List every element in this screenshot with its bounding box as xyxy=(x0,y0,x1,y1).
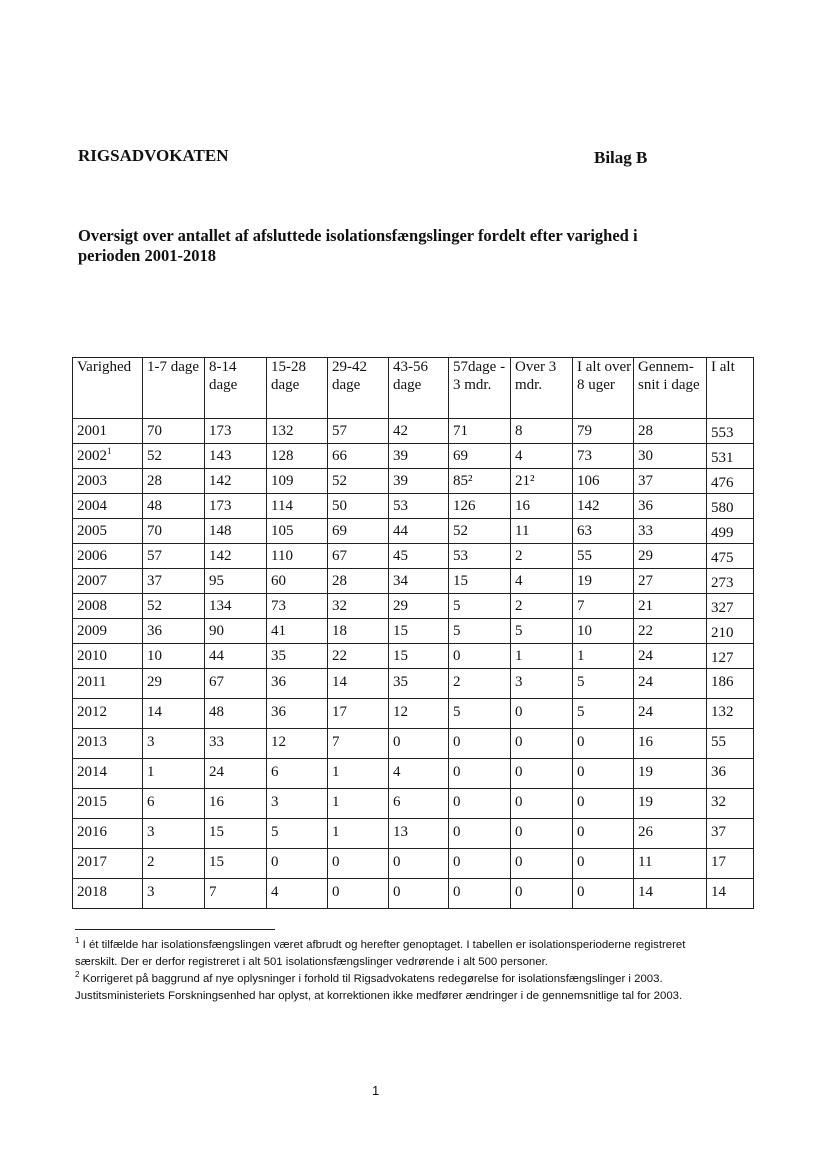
value-cell: 173 xyxy=(205,419,267,444)
value-cell: 29 xyxy=(389,594,449,619)
value-cell: 60 xyxy=(267,569,328,594)
value-cell: 10 xyxy=(143,644,205,669)
value-cell: 1 xyxy=(328,759,389,789)
value-cell: 0 xyxy=(573,759,634,789)
value-cell: 37 xyxy=(634,469,707,494)
value-cell: 28 xyxy=(328,569,389,594)
value-cell: 499 xyxy=(707,519,754,544)
year-label: 2016 xyxy=(77,824,107,840)
value-cell: 14 xyxy=(707,879,754,909)
value-cell: 0 xyxy=(573,729,634,759)
value-cell: 0 xyxy=(511,819,573,849)
value-cell: 55 xyxy=(707,729,754,759)
value-cell: 36 xyxy=(267,669,328,699)
value-cell: 8 xyxy=(511,419,573,444)
value-cell: 0 xyxy=(573,789,634,819)
year-cell xyxy=(73,594,143,619)
value-cell: 41 xyxy=(267,619,328,644)
year-cell xyxy=(73,519,143,544)
value-cell: 35 xyxy=(267,644,328,669)
value-cell: 48 xyxy=(143,494,205,519)
value-cell: 553 xyxy=(707,419,754,444)
page-number: 1 xyxy=(372,1083,380,1098)
column-header: I alt xyxy=(707,358,754,419)
value-cell: 24 xyxy=(634,644,707,669)
table-row xyxy=(73,759,754,789)
footnote-text: Korrigeret på baggrund af nye oplysninger i forhold til Rigsadvokatens redegørelse for isolationsfængslinger i 2003. Justitsministeriets Forskningsenhed har oplyst, at korrektionen ikke medfører ændringer i de gennemsnitlige tal for 2003. xyxy=(75,973,683,1002)
value-cell: 67 xyxy=(328,544,389,569)
value-cell: 79 xyxy=(573,419,634,444)
value-cell: 17 xyxy=(328,699,389,729)
year-label: 2017 xyxy=(77,854,107,870)
value-cell: 5 xyxy=(573,699,634,729)
value-cell: 5 xyxy=(449,594,511,619)
year-cell xyxy=(73,494,143,519)
value-cell: 134 xyxy=(205,594,267,619)
value-cell: 142 xyxy=(205,544,267,569)
value-cell: 0 xyxy=(267,849,328,879)
column-header: 29-42 dage xyxy=(328,358,389,419)
footnote-ref: 1 xyxy=(107,446,112,456)
value-cell: 67 xyxy=(205,669,267,699)
table-row xyxy=(73,569,754,594)
value-cell: 24 xyxy=(634,669,707,699)
year-cell xyxy=(73,569,143,594)
value-cell: 10 xyxy=(573,619,634,644)
value-cell: 476 xyxy=(707,469,754,494)
table-header-row xyxy=(73,358,754,419)
value-cell: 15 xyxy=(205,849,267,879)
table-row xyxy=(73,419,754,444)
value-cell: 3 xyxy=(143,879,205,909)
year-label: 2011 xyxy=(77,674,107,690)
value-cell: 114 xyxy=(267,494,328,519)
value-cell: 36 xyxy=(143,619,205,644)
table-row xyxy=(73,789,754,819)
value-cell: 132 xyxy=(707,699,754,729)
value-cell: 50 xyxy=(328,494,389,519)
value-cell: 95 xyxy=(205,569,267,594)
footnote-number: 1 xyxy=(75,936,80,946)
value-cell: 57 xyxy=(328,419,389,444)
value-cell: 0 xyxy=(389,879,449,909)
appendix-label: Bilag B xyxy=(594,148,648,167)
value-cell: 22 xyxy=(634,619,707,644)
value-cell: 22 xyxy=(328,644,389,669)
value-cell: 15 xyxy=(205,819,267,849)
year-cell xyxy=(73,669,143,699)
value-cell: 6 xyxy=(389,789,449,819)
table-row xyxy=(73,644,754,669)
value-cell: 0 xyxy=(449,849,511,879)
value-cell: 3 xyxy=(511,669,573,699)
value-cell: 0 xyxy=(511,729,573,759)
year-cell xyxy=(73,819,143,849)
year-cell xyxy=(73,789,143,819)
column-header: I alt over 8 uger xyxy=(573,358,634,419)
table-row xyxy=(73,819,754,849)
footnote-1 xyxy=(75,937,715,971)
value-cell: 0 xyxy=(511,789,573,819)
year-cell xyxy=(73,729,143,759)
value-cell: 21 xyxy=(634,594,707,619)
organization-name: RIGSADVOKATEN xyxy=(78,146,229,165)
value-cell: 0 xyxy=(511,759,573,789)
year-label: 2010 xyxy=(77,648,107,664)
value-cell: 16 xyxy=(634,729,707,759)
value-cell: 53 xyxy=(389,494,449,519)
value-cell: 2 xyxy=(511,544,573,569)
year-label: 2012 xyxy=(77,704,107,720)
value-cell: 5 xyxy=(573,669,634,699)
value-cell: 580 xyxy=(707,494,754,519)
value-cell: 0 xyxy=(449,789,511,819)
value-cell: 44 xyxy=(389,519,449,544)
value-cell: 71 xyxy=(449,419,511,444)
value-cell: 3 xyxy=(143,729,205,759)
value-cell: 11 xyxy=(634,849,707,879)
value-cell: 1 xyxy=(511,644,573,669)
value-cell: 14 xyxy=(634,879,707,909)
value-cell: 19 xyxy=(634,759,707,789)
value-cell: 0 xyxy=(511,699,573,729)
value-cell: 11 xyxy=(511,519,573,544)
value-cell: 69 xyxy=(449,444,511,469)
year-label: 2001 xyxy=(77,423,107,439)
table-row xyxy=(73,544,754,569)
value-cell: 110 xyxy=(267,544,328,569)
year-label: 2014 xyxy=(77,764,107,780)
column-header: 1-7 dage xyxy=(143,358,205,419)
column-header: Gennem- snit i dage xyxy=(634,358,707,419)
value-cell: 28 xyxy=(143,469,205,494)
table-row xyxy=(73,494,754,519)
year-cell xyxy=(73,544,143,569)
value-cell: 126 xyxy=(449,494,511,519)
value-cell: 531 xyxy=(707,444,754,469)
year-cell xyxy=(73,619,143,644)
value-cell: 0 xyxy=(449,644,511,669)
column-header: 57dage - 3 mdr. xyxy=(449,358,511,419)
value-cell: 19 xyxy=(634,789,707,819)
value-cell: 0 xyxy=(573,879,634,909)
value-cell: 0 xyxy=(389,729,449,759)
value-cell: 70 xyxy=(143,419,205,444)
value-cell: 28 xyxy=(634,419,707,444)
value-cell: 44 xyxy=(205,644,267,669)
value-cell: 16 xyxy=(205,789,267,819)
value-cell: 4 xyxy=(511,444,573,469)
value-cell: 5 xyxy=(449,699,511,729)
isolation-table xyxy=(72,357,754,909)
column-header: 43-56 dage xyxy=(389,358,449,419)
value-cell: 1 xyxy=(573,644,634,669)
value-cell: 26 xyxy=(634,819,707,849)
value-cell: 85² xyxy=(449,469,511,494)
value-cell: 37 xyxy=(143,569,205,594)
value-cell: 0 xyxy=(449,819,511,849)
value-cell: 0 xyxy=(328,879,389,909)
footnote-divider xyxy=(75,929,275,930)
value-cell: 16 xyxy=(511,494,573,519)
value-cell: 15 xyxy=(389,644,449,669)
value-cell: 39 xyxy=(389,469,449,494)
value-cell: 0 xyxy=(449,729,511,759)
value-cell: 5 xyxy=(267,819,328,849)
footnote-number: 2 xyxy=(75,970,80,980)
column-header: Varighed xyxy=(73,358,143,419)
year-label: 2006 xyxy=(77,548,107,564)
table-row xyxy=(73,444,754,469)
value-cell: 0 xyxy=(511,879,573,909)
value-cell: 57 xyxy=(143,544,205,569)
value-cell: 29 xyxy=(634,544,707,569)
value-cell: 6 xyxy=(143,789,205,819)
table-row xyxy=(73,879,754,909)
value-cell: 70 xyxy=(143,519,205,544)
column-header: Over 3 mdr. xyxy=(511,358,573,419)
value-cell: 45 xyxy=(389,544,449,569)
table-row xyxy=(73,849,754,879)
footnote-2 xyxy=(75,971,715,1005)
value-cell: 210 xyxy=(707,619,754,644)
column-header: 15-28 dage xyxy=(267,358,328,419)
value-cell: 1 xyxy=(328,819,389,849)
value-cell: 17 xyxy=(707,849,754,879)
table-row xyxy=(73,729,754,759)
value-cell: 3 xyxy=(143,819,205,849)
value-cell: 2 xyxy=(449,669,511,699)
value-cell: 52 xyxy=(328,469,389,494)
value-cell: 73 xyxy=(267,594,328,619)
table-row xyxy=(73,699,754,729)
year-label: 2002 xyxy=(77,448,107,464)
value-cell: 3 xyxy=(267,789,328,819)
value-cell: 66 xyxy=(328,444,389,469)
value-cell: 105 xyxy=(267,519,328,544)
value-cell: 0 xyxy=(328,849,389,879)
year-label: 2009 xyxy=(77,623,107,639)
value-cell: 173 xyxy=(205,494,267,519)
year-cell xyxy=(73,699,143,729)
value-cell: 27 xyxy=(634,569,707,594)
value-cell: 14 xyxy=(328,669,389,699)
value-cell: 21² xyxy=(511,469,573,494)
value-cell: 37 xyxy=(707,819,754,849)
year-label: 2008 xyxy=(77,598,107,614)
year-label: 2018 xyxy=(77,884,107,900)
value-cell: 29 xyxy=(143,669,205,699)
value-cell: 109 xyxy=(267,469,328,494)
value-cell: 2 xyxy=(511,594,573,619)
table-row xyxy=(73,519,754,544)
value-cell: 39 xyxy=(389,444,449,469)
year-label: 2015 xyxy=(77,794,107,810)
value-cell: 53 xyxy=(449,544,511,569)
year-label: 2004 xyxy=(77,498,107,514)
value-cell: 7 xyxy=(328,729,389,759)
value-cell: 128 xyxy=(267,444,328,469)
year-cell xyxy=(73,419,143,444)
value-cell: 0 xyxy=(449,879,511,909)
value-cell: 90 xyxy=(205,619,267,644)
value-cell: 34 xyxy=(389,569,449,594)
value-cell: 0 xyxy=(573,849,634,879)
value-cell: 42 xyxy=(389,419,449,444)
year-label: 2013 xyxy=(77,734,107,750)
value-cell: 55 xyxy=(573,544,634,569)
table-row xyxy=(73,594,754,619)
value-cell: 142 xyxy=(573,494,634,519)
value-cell: 52 xyxy=(449,519,511,544)
year-label: 2007 xyxy=(77,573,107,589)
value-cell: 127 xyxy=(707,644,754,669)
footnote-text: I ét tilfælde har isolationsfængslingen været afbrudt og herefter genoptaget. I tabellen er isolationsperioderne registreret særskilt. Der er derfor registreret i alt 501 isolationsfængslinger vedrørende i alt 500 personer. xyxy=(75,939,686,968)
value-cell: 5 xyxy=(511,619,573,644)
value-cell: 0 xyxy=(389,849,449,879)
value-cell: 33 xyxy=(634,519,707,544)
value-cell: 15 xyxy=(449,569,511,594)
year-cell xyxy=(73,469,143,494)
table-row xyxy=(73,669,754,699)
table-row xyxy=(73,619,754,644)
value-cell: 0 xyxy=(511,849,573,879)
value-cell: 24 xyxy=(634,699,707,729)
year-cell xyxy=(73,879,143,909)
value-cell: 186 xyxy=(707,669,754,699)
value-cell: 7 xyxy=(205,879,267,909)
year-cell xyxy=(73,444,143,469)
value-cell: 36 xyxy=(634,494,707,519)
value-cell: 132 xyxy=(267,419,328,444)
year-label: 2003 xyxy=(77,473,107,489)
value-cell: 69 xyxy=(328,519,389,544)
value-cell: 48 xyxy=(205,699,267,729)
value-cell: 15 xyxy=(389,619,449,644)
year-label: 2005 xyxy=(77,523,107,539)
table-row xyxy=(73,469,754,494)
value-cell: 24 xyxy=(205,759,267,789)
year-cell xyxy=(73,759,143,789)
year-cell xyxy=(73,644,143,669)
value-cell: 0 xyxy=(449,759,511,789)
year-cell xyxy=(73,849,143,879)
value-cell: 36 xyxy=(707,759,754,789)
value-cell: 33 xyxy=(205,729,267,759)
footnotes xyxy=(75,937,715,1005)
document-title: Oversigt over antallet af afsluttede isolationsfængslinger fordelt efter varighed i perioden 2001-2018 xyxy=(78,226,638,265)
value-cell: 106 xyxy=(573,469,634,494)
value-cell: 4 xyxy=(511,569,573,594)
value-cell: 143 xyxy=(205,444,267,469)
value-cell: 32 xyxy=(707,789,754,819)
value-cell: 52 xyxy=(143,444,205,469)
value-cell: 148 xyxy=(205,519,267,544)
value-cell: 63 xyxy=(573,519,634,544)
value-cell: 13 xyxy=(389,819,449,849)
value-cell: 52 xyxy=(143,594,205,619)
value-cell: 73 xyxy=(573,444,634,469)
value-cell: 14 xyxy=(143,699,205,729)
value-cell: 19 xyxy=(573,569,634,594)
value-cell: 327 xyxy=(707,594,754,619)
value-cell: 273 xyxy=(707,569,754,594)
value-cell: 12 xyxy=(389,699,449,729)
value-cell: 1 xyxy=(328,789,389,819)
value-cell: 36 xyxy=(267,699,328,729)
value-cell: 142 xyxy=(205,469,267,494)
value-cell: 7 xyxy=(573,594,634,619)
value-cell: 0 xyxy=(573,819,634,849)
value-cell: 6 xyxy=(267,759,328,789)
value-cell: 32 xyxy=(328,594,389,619)
value-cell: 12 xyxy=(267,729,328,759)
value-cell: 1 xyxy=(143,759,205,789)
value-cell: 30 xyxy=(634,444,707,469)
value-cell: 4 xyxy=(267,879,328,909)
column-header: 8-14 dage xyxy=(205,358,267,419)
value-cell: 475 xyxy=(707,544,754,569)
value-cell: 5 xyxy=(449,619,511,644)
value-cell: 4 xyxy=(389,759,449,789)
value-cell: 2 xyxy=(143,849,205,879)
value-cell: 18 xyxy=(328,619,389,644)
value-cell: 35 xyxy=(389,669,449,699)
